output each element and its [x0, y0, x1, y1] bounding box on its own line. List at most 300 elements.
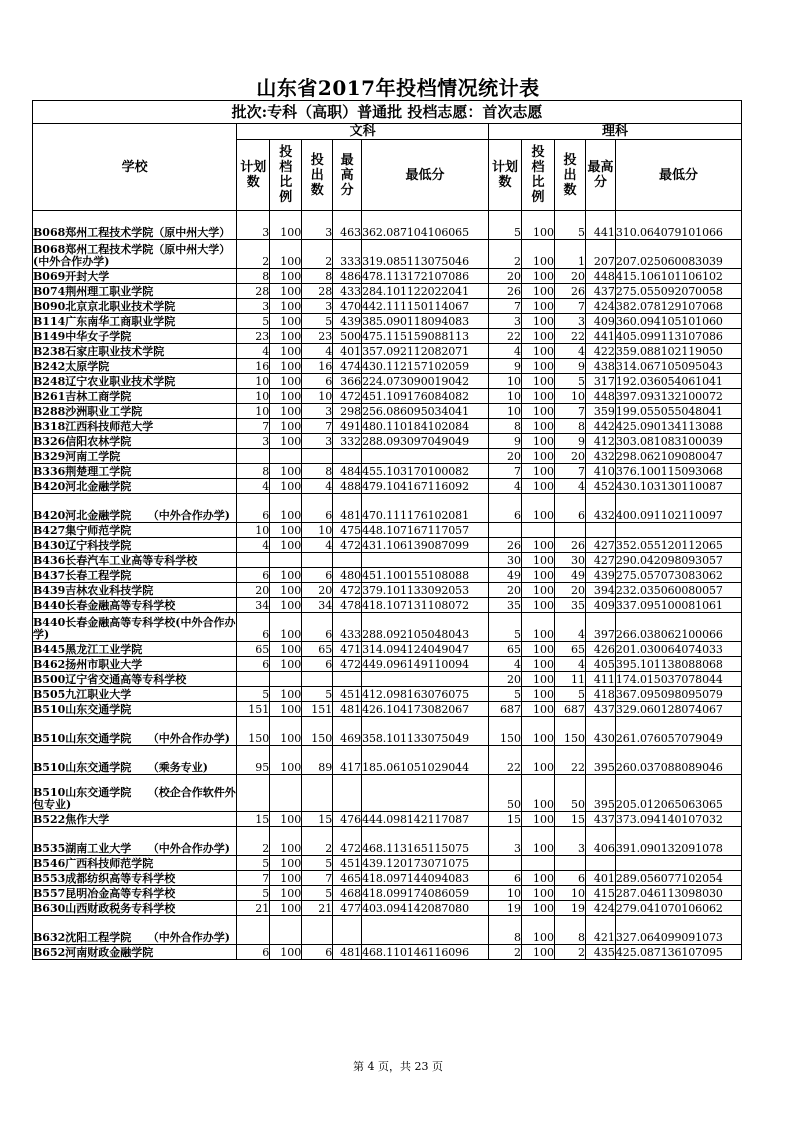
- like-max-cell: 427: [586, 538, 616, 553]
- wenke-out-cell: 3: [302, 404, 333, 419]
- school-name: B074荆州理工职业学院: [33, 284, 237, 299]
- wenke-min-cell: 418.099174086059: [362, 886, 489, 901]
- like-min-cell: 266.038062100066: [615, 613, 741, 642]
- school-name: B535湖南工业大学 （中外合作办学): [33, 827, 237, 856]
- like-out-cell: 6: [555, 494, 586, 523]
- table-row: [33, 464, 742, 479]
- like-out-cell: 150: [555, 717, 586, 746]
- like-out-cell: 35: [555, 598, 586, 613]
- school-name: B510山东交通学院: [33, 702, 237, 717]
- school-name: B557昆明冶金高等专科学校: [33, 886, 237, 901]
- table-row: [33, 827, 742, 856]
- wenke-max-cell: [333, 553, 362, 568]
- table-row: [33, 374, 742, 389]
- like-min-cell: 425.087136107095: [615, 945, 741, 960]
- wenke-plan-cell: 4: [237, 344, 270, 359]
- like-out-cell: 10: [555, 886, 586, 901]
- wenke-ratio-cell: 100: [270, 464, 302, 479]
- like-min-cell: 391.090132091078: [615, 827, 741, 856]
- group-header-wenke: 文科: [237, 124, 489, 140]
- wenke-out-cell: 3: [302, 434, 333, 449]
- school-name: B522焦作大学: [33, 812, 237, 827]
- like-max-cell: 448: [586, 389, 616, 404]
- wenke-ratio-cell: 100: [270, 746, 302, 775]
- wenke-min-cell: 385.090118094083: [362, 314, 489, 329]
- table-row: [33, 538, 742, 553]
- like-out-cell: 8: [555, 419, 586, 434]
- wenke-plan-cell: 3: [237, 211, 270, 240]
- wenke-max-cell: 472: [333, 827, 362, 856]
- table-row: [33, 479, 742, 494]
- wenke-max-cell: 465: [333, 871, 362, 886]
- wenke-out-cell: [302, 916, 333, 945]
- wenke-out-cell: 10: [302, 389, 333, 404]
- wenke-max-cell: 484: [333, 464, 362, 479]
- wenke-plan-cell: 6: [237, 657, 270, 672]
- wenke-plan-cell: 21: [237, 901, 270, 916]
- wenke-plan-cell: 5: [237, 886, 270, 901]
- like-max-cell: 406: [586, 827, 616, 856]
- wenke-ratio-cell: 100: [270, 568, 302, 583]
- like-ratio-cell: [522, 856, 555, 871]
- table-row: [33, 871, 742, 886]
- wenke-max-cell: 298: [333, 404, 362, 419]
- like-plan-cell: 20: [489, 269, 522, 284]
- wenke-min-cell: 412.098163076075: [362, 687, 489, 702]
- like-out-cell: 65: [555, 642, 586, 657]
- wenke-ratio-cell: 100: [270, 583, 302, 598]
- wenke-ratio-cell: 100: [270, 479, 302, 494]
- header-plan-like: 计划数: [489, 140, 522, 211]
- like-max-cell: 409: [586, 314, 616, 329]
- like-min-cell: 395.101138088068: [615, 657, 741, 672]
- wenke-ratio-cell: 100: [270, 856, 302, 871]
- wenke-out-cell: [302, 553, 333, 568]
- wenke-plan-cell: 34: [237, 598, 270, 613]
- school-name: B242太原学院: [33, 359, 237, 374]
- wenke-max-cell: 470: [333, 299, 362, 314]
- like-max-cell: 439: [586, 568, 616, 583]
- like-out-cell: 20: [555, 269, 586, 284]
- like-max-cell: 422: [586, 344, 616, 359]
- like-out-cell: 19: [555, 901, 586, 916]
- like-min-cell: 275.057073083062: [615, 568, 741, 583]
- wenke-max-cell: 480: [333, 568, 362, 583]
- school-name: B114广东南华工商职业学院: [33, 314, 237, 329]
- like-min-cell: 232.035060080057: [615, 583, 741, 598]
- school-name: B546广西科技师范学院: [33, 856, 237, 871]
- like-out-cell: 7: [555, 464, 586, 479]
- like-min-cell: 290.042098093057: [615, 553, 741, 568]
- wenke-plan-cell: 6: [237, 945, 270, 960]
- wenke-max-cell: 491: [333, 419, 362, 434]
- wenke-min-cell: 418.097144094083: [362, 871, 489, 886]
- like-min-cell: 260.037088089046: [615, 746, 741, 775]
- table-row: [33, 359, 742, 374]
- like-plan-cell: 20: [489, 672, 522, 687]
- wenke-ratio-cell: 100: [270, 538, 302, 553]
- like-out-cell: 3: [555, 827, 586, 856]
- wenke-min-cell: 475.115159088113: [362, 329, 489, 344]
- like-ratio-cell: 100: [522, 211, 555, 240]
- school-name: B336荆楚理工学院: [33, 464, 237, 479]
- wenke-plan-cell: 10: [237, 374, 270, 389]
- like-plan-cell: 5: [489, 211, 522, 240]
- like-ratio-cell: 100: [522, 359, 555, 374]
- like-max-cell: 448: [586, 269, 616, 284]
- school-name: B445黑龙江工业学院: [33, 642, 237, 657]
- like-out-cell: 10: [555, 389, 586, 404]
- like-plan-cell: 22: [489, 746, 522, 775]
- wenke-plan-cell: [237, 553, 270, 568]
- wenke-min-cell: 480.110184102084: [362, 419, 489, 434]
- school-name: B462扬州市职业大学: [33, 657, 237, 672]
- like-max-cell: 394: [586, 583, 616, 598]
- wenke-min-cell: 448.107167117057: [362, 523, 489, 538]
- like-min-cell: 192.036054061041: [615, 374, 741, 389]
- like-plan-cell: 15: [489, 812, 522, 827]
- table-row: [33, 314, 742, 329]
- wenke-min-cell: [362, 775, 489, 812]
- like-ratio-cell: 100: [522, 374, 555, 389]
- like-out-cell: 11: [555, 672, 586, 687]
- like-out-cell: 2: [555, 945, 586, 960]
- like-plan-cell: 50: [489, 775, 522, 812]
- wenke-out-cell: 2: [302, 827, 333, 856]
- like-min-cell: 310.064079101066: [615, 211, 741, 240]
- wenke-ratio-cell: 100: [270, 404, 302, 419]
- wenke-max-cell: 471: [333, 642, 362, 657]
- table-row: [33, 598, 742, 613]
- like-out-cell: 49: [555, 568, 586, 583]
- like-ratio-cell: 100: [522, 775, 555, 812]
- like-max-cell: 430: [586, 717, 616, 746]
- wenke-max-cell: 417: [333, 746, 362, 775]
- like-plan-cell: 150: [489, 717, 522, 746]
- wenke-ratio-cell: 100: [270, 598, 302, 613]
- table-row: [33, 553, 742, 568]
- like-ratio-cell: 100: [522, 329, 555, 344]
- wenke-out-cell: 20: [302, 583, 333, 598]
- school-name: B288沙洲职业工学院: [33, 404, 237, 419]
- school-name: B439吉林农业科技学院: [33, 583, 237, 598]
- like-min-cell: 430.103130110087: [615, 479, 741, 494]
- wenke-plan-cell: 3: [237, 299, 270, 314]
- like-max-cell: 359: [586, 404, 616, 419]
- like-min-cell: 199.055055048041: [615, 404, 741, 419]
- school-name: B427集宁师范学院: [33, 523, 237, 538]
- like-ratio-cell: 100: [522, 419, 555, 434]
- like-out-cell: 9: [555, 434, 586, 449]
- table-row: [33, 672, 742, 687]
- like-max-cell: 411: [586, 672, 616, 687]
- wenke-min-cell: 442.111150114067: [362, 299, 489, 314]
- wenke-out-cell: [302, 672, 333, 687]
- wenke-out-cell: 5: [302, 687, 333, 702]
- like-max-cell: 409: [586, 598, 616, 613]
- like-max-cell: 432: [586, 494, 616, 523]
- wenke-max-cell: 488: [333, 479, 362, 494]
- wenke-min-cell: [362, 672, 489, 687]
- wenke-out-cell: 89: [302, 746, 333, 775]
- like-plan-cell: 5: [489, 687, 522, 702]
- school-name: B510山东交通学院 （中外合作办学): [33, 717, 237, 746]
- like-out-cell: 20: [555, 449, 586, 464]
- like-ratio-cell: 100: [522, 299, 555, 314]
- like-min-cell: 405.099113107086: [615, 329, 741, 344]
- wenke-min-cell: 256.086095034041: [362, 404, 489, 419]
- wenke-min-cell: 479.104167116092: [362, 479, 489, 494]
- like-max-cell: 424: [586, 299, 616, 314]
- like-ratio-cell: 100: [522, 284, 555, 299]
- like-ratio-cell: 100: [522, 945, 555, 960]
- like-max-cell: 452: [586, 479, 616, 494]
- wenke-max-cell: 474: [333, 359, 362, 374]
- like-ratio-cell: 100: [522, 449, 555, 464]
- table-row: [33, 916, 742, 945]
- wenke-out-cell: 10: [302, 523, 333, 538]
- like-plan-cell: 9: [489, 359, 522, 374]
- wenke-max-cell: [333, 916, 362, 945]
- school-name: B436长春汽车工业高等专科学校: [33, 553, 237, 568]
- table-row: [33, 775, 742, 812]
- wenke-max-cell: 469: [333, 717, 362, 746]
- like-ratio-cell: 100: [522, 901, 555, 916]
- like-out-cell: 9: [555, 359, 586, 374]
- wenke-min-cell: 470.111176102081: [362, 494, 489, 523]
- wenke-max-cell: 472: [333, 583, 362, 598]
- like-plan-cell: 687: [489, 702, 522, 717]
- like-plan-cell: 49: [489, 568, 522, 583]
- like-out-cell: 26: [555, 538, 586, 553]
- school-name: B652河南财政金融学院: [33, 945, 237, 960]
- table-row: [33, 856, 742, 871]
- like-min-cell: 367.095098095079: [615, 687, 741, 702]
- wenke-ratio-cell: 100: [270, 827, 302, 856]
- wenke-ratio-cell: 100: [270, 687, 302, 702]
- wenke-out-cell: 65: [302, 642, 333, 657]
- wenke-out-cell: 151: [302, 702, 333, 717]
- wenke-max-cell: 476: [333, 812, 362, 827]
- like-max-cell: 421: [586, 916, 616, 945]
- wenke-out-cell: [302, 775, 333, 812]
- like-min-cell: 289.056077102054: [615, 871, 741, 886]
- wenke-ratio-cell: 100: [270, 344, 302, 359]
- like-max-cell: 441: [586, 329, 616, 344]
- wenke-ratio-cell: [270, 449, 302, 464]
- like-ratio-cell: 100: [522, 672, 555, 687]
- wenke-ratio-cell: [270, 672, 302, 687]
- like-ratio-cell: 100: [522, 657, 555, 672]
- wenke-out-cell: [302, 449, 333, 464]
- wenke-out-cell: 6: [302, 494, 333, 523]
- wenke-max-cell: 451: [333, 687, 362, 702]
- like-max-cell: [586, 856, 616, 871]
- like-min-cell: 382.078129107068: [615, 299, 741, 314]
- wenke-min-cell: 455.103170100082: [362, 464, 489, 479]
- table-row: [33, 568, 742, 583]
- like-ratio-cell: 100: [522, 746, 555, 775]
- like-ratio-cell: 100: [522, 553, 555, 568]
- table-row: [33, 449, 742, 464]
- like-ratio-cell: 100: [522, 464, 555, 479]
- wenke-out-cell: 6: [302, 613, 333, 642]
- like-plan-cell: 3: [489, 314, 522, 329]
- school-name: B326信阳农林学院: [33, 434, 237, 449]
- like-min-cell: 400.091102110097: [615, 494, 741, 523]
- header-max-like: 最高分: [586, 140, 616, 211]
- like-ratio-cell: 100: [522, 827, 555, 856]
- wenke-plan-cell: 10: [237, 523, 270, 538]
- like-plan-cell: 10: [489, 389, 522, 404]
- wenke-min-cell: 185.061051029044: [362, 746, 489, 775]
- like-plan-cell: 30: [489, 553, 522, 568]
- wenke-min-cell: 451.100155108088: [362, 568, 489, 583]
- wenke-min-cell: 357.092112082071: [362, 344, 489, 359]
- wenke-out-cell: 16: [302, 359, 333, 374]
- like-out-cell: 22: [555, 746, 586, 775]
- school-name: B630山西财政税务专科学校: [33, 901, 237, 916]
- wenke-ratio-cell: 100: [270, 389, 302, 404]
- wenke-ratio-cell: 100: [270, 359, 302, 374]
- wenke-min-cell: [362, 553, 489, 568]
- wenke-plan-cell: [237, 775, 270, 812]
- table-row: [33, 494, 742, 523]
- wenke-out-cell: 8: [302, 464, 333, 479]
- header-ratio-wenke: 投档比例: [270, 140, 302, 211]
- wenke-ratio-cell: 100: [270, 871, 302, 886]
- table-row: [33, 657, 742, 672]
- like-max-cell: 207: [586, 240, 616, 269]
- like-out-cell: 4: [555, 613, 586, 642]
- wenke-max-cell: 332: [333, 434, 362, 449]
- wenke-out-cell: 7: [302, 871, 333, 886]
- wenke-ratio-cell: 100: [270, 299, 302, 314]
- wenke-ratio-cell: 100: [270, 211, 302, 240]
- wenke-max-cell: 433: [333, 284, 362, 299]
- wenke-ratio-cell: 100: [270, 523, 302, 538]
- header-out-like: 投出数: [555, 140, 586, 211]
- wenke-out-cell: 150: [302, 717, 333, 746]
- like-out-cell: 3: [555, 314, 586, 329]
- like-min-cell: 337.095100081061: [615, 598, 741, 613]
- table-row: [33, 702, 742, 717]
- wenke-min-cell: 418.107131108072: [362, 598, 489, 613]
- like-min-cell: 397.093132100072: [615, 389, 741, 404]
- wenke-plan-cell: 5: [237, 687, 270, 702]
- wenke-max-cell: 486: [333, 269, 362, 284]
- like-max-cell: 418: [586, 687, 616, 702]
- wenke-plan-cell: 6: [237, 613, 270, 642]
- wenke-max-cell: 439: [333, 314, 362, 329]
- wenke-plan-cell: 151: [237, 702, 270, 717]
- header-out-wenke: 投出数: [302, 140, 333, 211]
- like-out-cell: [555, 856, 586, 871]
- wenke-min-cell: 439.120173071075: [362, 856, 489, 871]
- wenke-ratio-cell: 100: [270, 886, 302, 901]
- header-min-like: 最低分: [615, 140, 741, 211]
- wenke-max-cell: 472: [333, 389, 362, 404]
- wenke-min-cell: 444.098142117087: [362, 812, 489, 827]
- like-max-cell: 412: [586, 434, 616, 449]
- table-row: [33, 389, 742, 404]
- table-row: [33, 613, 742, 642]
- wenke-plan-cell: 6: [237, 568, 270, 583]
- school-name: B090北京京北职业技术学院: [33, 299, 237, 314]
- table-row: [33, 284, 742, 299]
- like-plan-cell: 65: [489, 642, 522, 657]
- wenke-ratio-cell: 100: [270, 901, 302, 916]
- wenke-plan-cell: 28: [237, 284, 270, 299]
- wenke-plan-cell: 4: [237, 479, 270, 494]
- like-ratio-cell: 100: [522, 871, 555, 886]
- wenke-max-cell: 481: [333, 945, 362, 960]
- wenke-max-cell: 472: [333, 538, 362, 553]
- like-min-cell: 279.041070106062: [615, 901, 741, 916]
- like-plan-cell: 3: [489, 827, 522, 856]
- like-plan-cell: 4: [489, 344, 522, 359]
- like-out-cell: [555, 523, 586, 538]
- wenke-min-cell: 319.085113075046: [362, 240, 489, 269]
- like-min-cell: 327.064099091073: [615, 916, 741, 945]
- table-body: [33, 211, 742, 960]
- wenke-ratio-cell: 100: [270, 494, 302, 523]
- header-max-wenke: 最高分: [333, 140, 362, 211]
- like-max-cell: 426: [586, 642, 616, 657]
- like-max-cell: 415: [586, 886, 616, 901]
- school-name: B318江西科技师范大学: [33, 419, 237, 434]
- wenke-plan-cell: 20: [237, 583, 270, 598]
- like-max-cell: 435: [586, 945, 616, 960]
- wenke-plan-cell: 5: [237, 314, 270, 329]
- wenke-min-cell: 362.087104106065: [362, 211, 489, 240]
- table-row: [33, 329, 742, 344]
- wenke-plan-cell: 3: [237, 434, 270, 449]
- wenke-max-cell: [333, 672, 362, 687]
- wenke-min-cell: 379.101133092053: [362, 583, 489, 598]
- like-out-cell: 4: [555, 479, 586, 494]
- wenke-min-cell: 288.092105048043: [362, 613, 489, 642]
- like-plan-cell: 19: [489, 901, 522, 916]
- wenke-max-cell: 477: [333, 901, 362, 916]
- wenke-ratio-cell: 100: [270, 240, 302, 269]
- wenke-max-cell: 463: [333, 211, 362, 240]
- like-min-cell: [615, 523, 741, 538]
- table-row: [33, 901, 742, 916]
- wenke-plan-cell: 95: [237, 746, 270, 775]
- like-min-cell: 261.076057079049: [615, 717, 741, 746]
- wenke-out-cell: 8: [302, 269, 333, 284]
- table-row: [33, 583, 742, 598]
- like-min-cell: [615, 856, 741, 871]
- wenke-min-cell: 449.096149110094: [362, 657, 489, 672]
- wenke-plan-cell: 23: [237, 329, 270, 344]
- wenke-out-cell: 4: [302, 538, 333, 553]
- table-row: [33, 211, 742, 240]
- wenke-out-cell: 4: [302, 479, 333, 494]
- like-ratio-cell: 100: [522, 240, 555, 269]
- table-row: [33, 299, 742, 314]
- wenke-max-cell: [333, 775, 362, 812]
- wenke-ratio-cell: 100: [270, 812, 302, 827]
- school-name: B329河南工学院: [33, 449, 237, 464]
- table-row: [33, 419, 742, 434]
- wenke-ratio-cell: 100: [270, 284, 302, 299]
- school-name: B261吉林工商学院: [33, 389, 237, 404]
- wenke-out-cell: 6: [302, 374, 333, 389]
- wenke-min-cell: 284.101122022041: [362, 284, 489, 299]
- like-ratio-cell: 100: [522, 613, 555, 642]
